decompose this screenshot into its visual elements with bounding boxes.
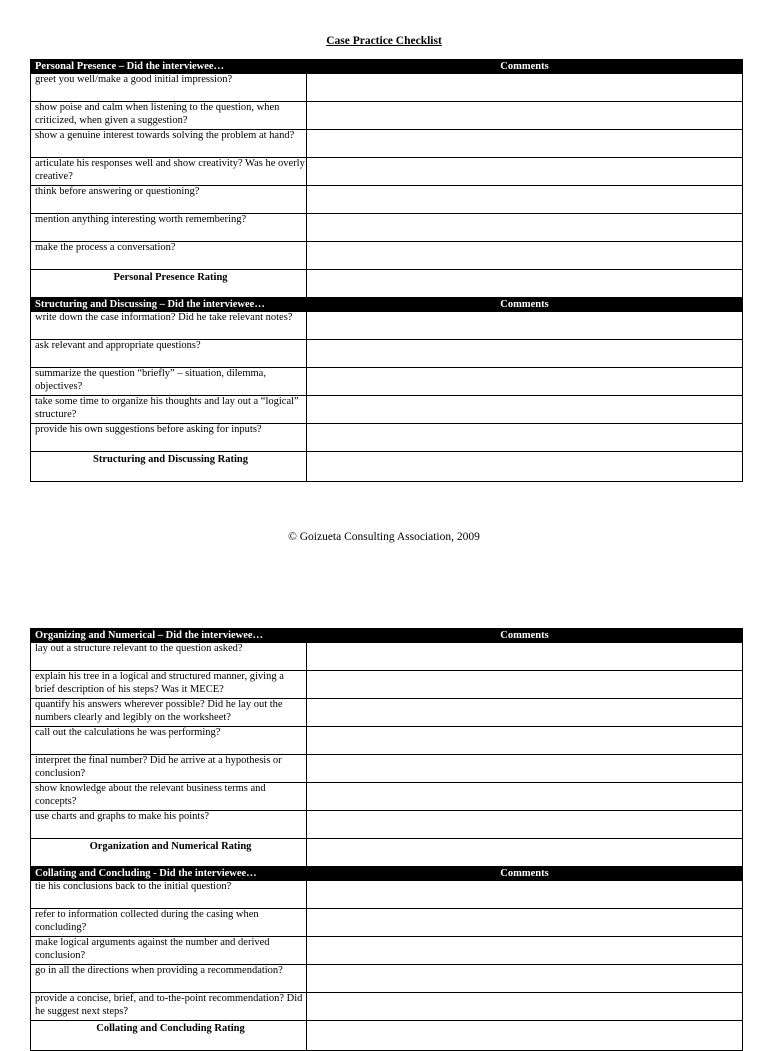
checklist-question: call out the calculations he was performing? (31, 727, 307, 755)
rating-comment-cell[interactable] (307, 270, 743, 300)
checklist-question: use charts and graphs to make his points? (31, 811, 307, 839)
rating-comment-cell[interactable] (307, 839, 743, 869)
section-header: Collating and Concluding - Did the interviewee… (31, 867, 307, 881)
rating-label: Organization and Numerical Rating (31, 839, 307, 869)
checklist-section-structuring (30, 297, 743, 482)
copyright-footer: © Goizueta Consulting Association, 2009 (288, 531, 480, 543)
comment-cell[interactable] (307, 937, 743, 965)
comments-header: Comments (307, 629, 743, 643)
comment-cell[interactable] (307, 993, 743, 1021)
checklist-question: show a genuine interest towards solving the problem at hand? (31, 130, 307, 158)
section-header: Organizing and Numerical – Did the interviewee… (31, 629, 307, 643)
rating-comment-cell[interactable] (307, 452, 743, 482)
comment-cell[interactable] (307, 368, 743, 396)
comment-cell[interactable] (307, 909, 743, 937)
checklist-section-personal-presence (30, 59, 743, 300)
checklist-question: go in all the directions when providing a recommendation? (31, 965, 307, 993)
comment-cell[interactable] (307, 881, 743, 909)
comment-cell[interactable] (307, 783, 743, 811)
checklist-question: provide a concise, brief, and to-the-point recommendation? Did he suggest next steps? (31, 993, 307, 1021)
section-header: Personal Presence – Did the interviewee… (31, 60, 307, 74)
checklist-question: interpret the final number? Did he arrive at a hypothesis or conclusion? (31, 755, 307, 783)
comment-cell[interactable] (307, 643, 743, 671)
comment-cell[interactable] (307, 396, 743, 424)
checklist-question: show knowledge about the relevant business terms and concepts? (31, 783, 307, 811)
comment-cell[interactable] (307, 340, 743, 368)
rating-label: Structuring and Discussing Rating (31, 452, 307, 482)
comment-cell[interactable] (307, 242, 743, 270)
comment-cell[interactable] (307, 312, 743, 340)
comment-cell[interactable] (307, 130, 743, 158)
comments-header: Comments (307, 298, 743, 312)
rating-label: Personal Presence Rating (31, 270, 307, 300)
rating-label: Collating and Concluding Rating (31, 1021, 307, 1051)
comment-cell[interactable] (307, 102, 743, 130)
checklist-question: refer to information collected during the casing when concluding? (31, 909, 307, 937)
comment-cell[interactable] (307, 158, 743, 186)
rating-comment-cell[interactable] (307, 1021, 743, 1051)
checklist-section-collating (30, 866, 743, 1051)
checklist-question: ask relevant and appropriate questions? (31, 340, 307, 368)
checklist-question: make logical arguments against the number and derived conclusion? (31, 937, 307, 965)
checklist-question: quantify his answers wherever possible? Did he lay out the numbers clearly and legibly on the worksheet? (31, 699, 307, 727)
comment-cell[interactable] (307, 74, 743, 102)
checklist-question: mention anything interesting worth remembering? (31, 214, 307, 242)
checklist-question: think before answering or questioning? (31, 186, 307, 214)
checklist-question: lay out a structure relevant to the question asked? (31, 643, 307, 671)
section-header: Structuring and Discussing – Did the interviewee… (31, 298, 307, 312)
comment-cell[interactable] (307, 699, 743, 727)
checklist-question: write down the case information? Did he take relevant notes? (31, 312, 307, 340)
comment-cell[interactable] (307, 214, 743, 242)
checklist-question: tie his conclusions back to the initial question? (31, 881, 307, 909)
comment-cell[interactable] (307, 671, 743, 699)
comments-header: Comments (307, 60, 743, 74)
comment-cell[interactable] (307, 965, 743, 993)
comment-cell[interactable] (307, 186, 743, 214)
comment-cell[interactable] (307, 811, 743, 839)
page-title: Case Practice Checklist (326, 35, 442, 47)
checklist-question: greet you well/make a good initial impression? (31, 74, 307, 102)
comment-cell[interactable] (307, 755, 743, 783)
comment-cell[interactable] (307, 424, 743, 452)
checklist-section-organizing (30, 628, 743, 869)
checklist-question: explain his tree in a logical and structured manner, giving a brief description of his steps? Was it MECE? (31, 671, 307, 699)
checklist-question: take some time to organize his thoughts and lay out a “logical” structure? (31, 396, 307, 424)
checklist-question: summarize the question “briefly” – situation, dilemma, objectives? (31, 368, 307, 396)
checklist-question: show poise and calm when listening to the question, when criticized, when given a suggestion? (31, 102, 307, 130)
checklist-question: provide his own suggestions before asking for inputs? (31, 424, 307, 452)
comments-header: Comments (307, 867, 743, 881)
checklist-question: articulate his responses well and show creativity? Was he overly creative? (31, 158, 307, 186)
checklist-question: make the process a conversation? (31, 242, 307, 270)
comment-cell[interactable] (307, 727, 743, 755)
